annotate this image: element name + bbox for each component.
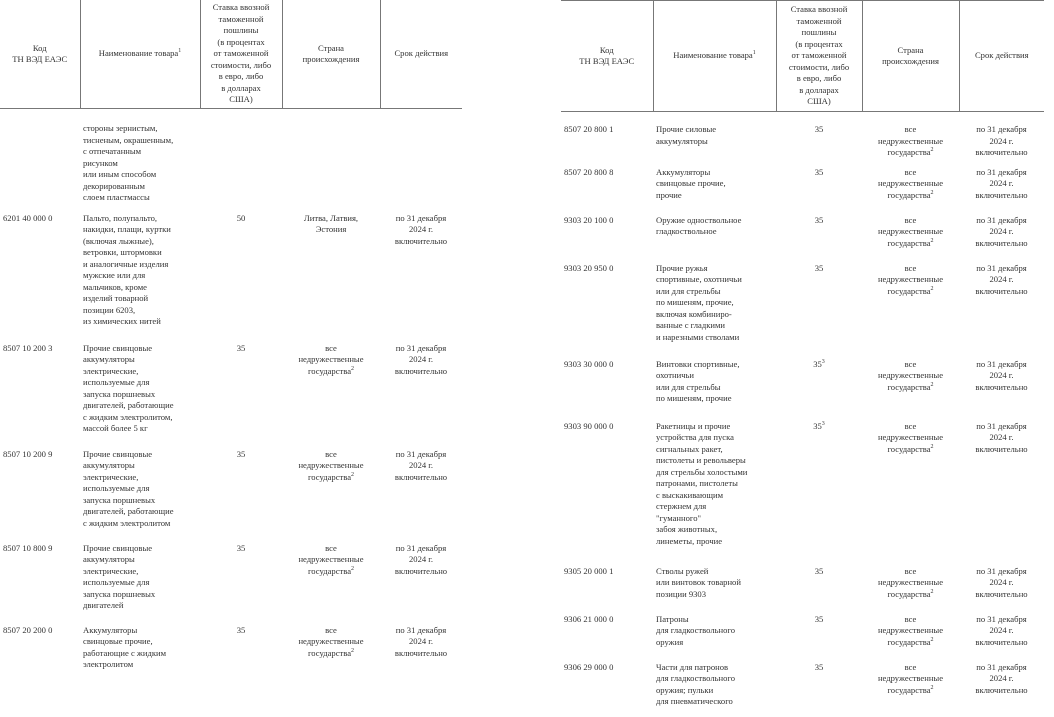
tariff-table-right bbox=[561, 0, 1044, 712]
cell-rate: 35 bbox=[236, 624, 246, 635]
cell-code: 6201 40 000 0 bbox=[3, 212, 53, 223]
cell-rate: 35 bbox=[814, 262, 824, 273]
table-row bbox=[561, 614, 1044, 662]
cell-term: по 31 декабря 2024 г. включительно bbox=[975, 613, 1028, 647]
tariff-table-left bbox=[0, 0, 462, 685]
col-header-code: Код ТН ВЭД ЕАЭС bbox=[561, 1, 653, 112]
cell-code: 8507 20 800 8 bbox=[564, 166, 614, 177]
table-row bbox=[0, 213, 462, 343]
cell-term: по 31 декабря 2024 г. включительно bbox=[975, 214, 1028, 248]
cell-rate: $35^3$ bbox=[813, 420, 825, 431]
cell-name: Прочие свинцовые аккумуляторы электрические, используемые для запуска поршневых двигателей bbox=[83, 542, 156, 610]
col-header-code: Код ТН ВЭД ЕАЭС bbox=[0, 0, 80, 109]
cell-term: по 31 декабря 2024 г. включительно bbox=[394, 212, 448, 246]
table-row bbox=[561, 263, 1044, 359]
cell-name: Пальто, полупальто, накидки, плащи, куртки (включая лыжные), ветровки, штормовки и аналогичные изделия мужские или для мальчиков, кроме изделий товарной позиции 6203, из химических нитей bbox=[83, 212, 171, 326]
table-row bbox=[561, 662, 1044, 712]
cell-rate: 50 bbox=[236, 212, 246, 223]
cell-country: все недружественные государства$^2$ bbox=[298, 342, 364, 376]
cell-term: по 31 декабря 2024 г. включительно bbox=[975, 661, 1028, 695]
cell-name: Прочие свинцовые аккумуляторы электрические, используемые для запуска поршневых двигателей, работающие с жидким электролитом bbox=[83, 448, 174, 528]
cell-rate: 35 bbox=[814, 214, 824, 225]
col-header-term: Срок действия bbox=[959, 1, 1044, 112]
table-row bbox=[0, 543, 462, 625]
table-row bbox=[561, 215, 1044, 263]
cell-term: по 31 декабря 2024 г. включительно bbox=[394, 542, 448, 576]
cell-term: по 31 декабря 2024 г. включительно bbox=[975, 262, 1028, 296]
cell-country: все недружественные государства$^2$ bbox=[877, 124, 944, 157]
cell-name: Ракетницы и прочие устройства для пуска сигнальных ракет, пистолеты и револьверы для стрельбы холостыми патронами, пистолеты с выскакивающим стержнем для "гуманного" забоя животных, линеметы, прочие bbox=[656, 420, 748, 546]
cell-rate: 35 bbox=[814, 124, 824, 134]
col-header-name: Наименование товара$^1$ bbox=[653, 1, 776, 112]
cell-code: 9303 20 950 0 bbox=[564, 262, 614, 273]
cell-rate: 35 bbox=[814, 661, 824, 672]
cell-rate: 35 bbox=[814, 166, 824, 177]
cell-country: Литва, Латвия, Эстония bbox=[303, 212, 359, 234]
cell-term: по 31 декабря 2024 г. включительно bbox=[394, 624, 448, 658]
table-row bbox=[0, 625, 462, 685]
table-row bbox=[561, 359, 1044, 421]
cell-country: все недружественные государства$^2$ bbox=[877, 661, 944, 695]
col-header-rate: Ставка ввозной таможенной пошлины (в процентах от таможенной стоимости, либо в евро, либо в долларах США) bbox=[776, 1, 862, 112]
col-header-country: Страна происхождения bbox=[282, 0, 380, 109]
cell-name: Прочие свинцовые аккумуляторы электрические, используемые для запуска поршневых двигателей, работающие с жидким электролитом, массой более 5 кг bbox=[83, 342, 174, 433]
cell-name: Аккумуляторы свинцовые прочие, работающие с жидким электролитом bbox=[83, 624, 167, 669]
cell-term: по 31 декабря 2024 г. включительно bbox=[394, 342, 448, 376]
col-header-term: Срок действия bbox=[380, 0, 462, 109]
table-row bbox=[0, 109, 462, 213]
cell-country: все недружественные государства$^2$ bbox=[298, 448, 364, 482]
cell-name: Аккумуляторы свинцовые прочие, прочие bbox=[656, 166, 726, 200]
cell-code: 9305 20 000 1 bbox=[564, 565, 614, 576]
cell-country: все недружественные государства$^2$ bbox=[877, 214, 944, 248]
cell-term: по 31 декабря 2024 г. включительно bbox=[975, 166, 1028, 200]
cell-name: Прочие ружья спортивные, охотничьи или для стрельбы по мишеням, прочие, включая комбиниро- ванные с гладкими и нарезными стволами bbox=[656, 262, 742, 342]
cell-country: все недружественные государства$^2$ bbox=[877, 262, 944, 296]
cell-code: 8507 10 800 9 bbox=[3, 542, 53, 553]
cell-name: Патроны для гладкоствольного оружия bbox=[656, 613, 736, 647]
cell-name: Части для патронов для гладкоствольного оружия; пульки для пневматического bbox=[656, 661, 736, 706]
cell-country: все недружественные государства$^2$ bbox=[877, 565, 944, 599]
cell-code: 8507 10 200 9 bbox=[3, 448, 53, 459]
col-header-rate: Ставка ввозной таможенной пошлины (в процентах от таможенной стоимости, либо в евро, либо в долларах США) bbox=[200, 0, 282, 109]
cell-rate: $35^3$ bbox=[813, 358, 825, 369]
cell-country: все недружественные государства$^2$ bbox=[877, 613, 944, 647]
cell-rate: 35 bbox=[236, 342, 246, 353]
cell-name: Оружие одноствольное гладкоствольное bbox=[656, 214, 742, 236]
table-row bbox=[561, 167, 1044, 215]
cell-rate: 35 bbox=[814, 613, 824, 624]
table-row bbox=[561, 421, 1044, 566]
cell-term: по 31 декабря 2024 г. включительно bbox=[394, 448, 448, 482]
cell-rate: 35 bbox=[236, 542, 246, 553]
table-row bbox=[0, 449, 462, 543]
cell-rate: 35 bbox=[814, 565, 824, 576]
cell-code: 9306 21 000 0 bbox=[564, 613, 614, 624]
cell-code: 9306 29 000 0 bbox=[564, 661, 614, 672]
table-row bbox=[561, 566, 1044, 614]
cell-country: все недружественные государства$^2$ bbox=[298, 542, 364, 576]
cell-code: 9303 20 100 0 bbox=[564, 214, 614, 225]
cell-name: стороны зернистым, тисненым, окрашенным, с отпечатанным рисунком или иным способом декорированным слоем пластмассы bbox=[83, 123, 174, 202]
cell-code: 9303 30 000 0 bbox=[564, 358, 614, 369]
table-header-row bbox=[561, 1, 1044, 112]
col-header-name: Наименование товара$^1$ bbox=[80, 0, 200, 109]
cell-code: 9303 90 000 0 bbox=[564, 420, 614, 431]
cell-term: по 31 декабря 2024 г. включительно bbox=[975, 565, 1028, 599]
table-header-row bbox=[0, 0, 462, 109]
cell-country: все недружественные государства$^2$ bbox=[877, 420, 944, 454]
cell-code: 8507 20 200 0 bbox=[3, 624, 53, 635]
cell-term: по 31 декабря 2024 г. включительно bbox=[975, 358, 1028, 392]
cell-country: все недружественные государства$^2$ bbox=[877, 166, 944, 200]
cell-code bbox=[0, 109, 80, 213]
cell-code: 8507 10 200 3 bbox=[3, 342, 53, 353]
cell-term: по 31 декабря 2024 г. включительно bbox=[975, 124, 1028, 157]
table-row bbox=[561, 112, 1044, 167]
cell-country: все недружественные государства$^2$ bbox=[877, 358, 944, 392]
table-row bbox=[0, 343, 462, 449]
cell-code: 8507 20 800 1 bbox=[564, 124, 614, 134]
col-header-country: Страна происхождения bbox=[862, 1, 959, 112]
cell-term: по 31 декабря 2024 г. включительно bbox=[975, 420, 1028, 454]
cell-name: Винтовки спортивные, охотничьи или для стрельбы по мишеням, прочие bbox=[656, 358, 740, 403]
cell-rate: 35 bbox=[236, 448, 246, 459]
cell-name: Прочие силовые аккумуляторы bbox=[656, 124, 717, 146]
cell-name: Стволы ружей или винтовок товарной позиции 9303 bbox=[656, 565, 741, 599]
cell-country: все недружественные государства$^2$ bbox=[298, 624, 364, 658]
